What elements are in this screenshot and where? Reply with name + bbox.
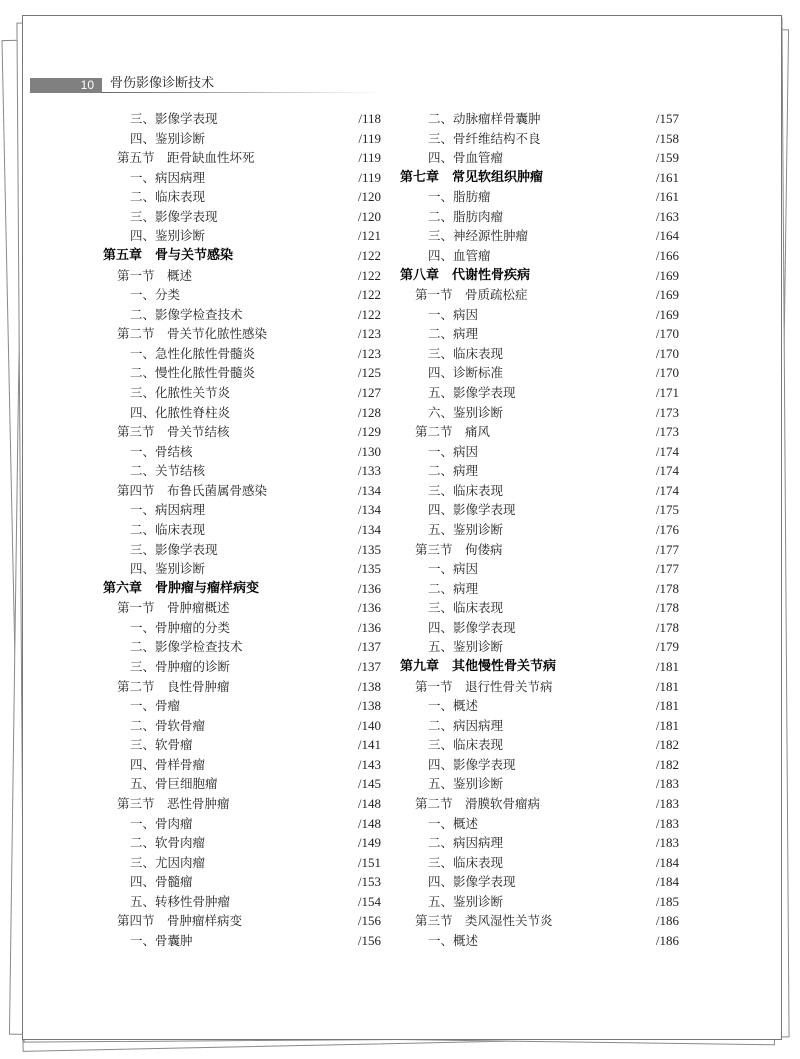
toc-item: 四、影像学表现 [428, 619, 516, 635]
toc-page-number: /135 [357, 541, 381, 557]
toc-page-number: /148 [357, 815, 381, 831]
header-book-title: 骨伤影像诊断技术 [110, 76, 215, 91]
toc-section: 第四节 布鲁氏菌属骨感染 [117, 482, 268, 498]
toc-item: 三、尤因肉瘤 [130, 854, 206, 870]
toc-item: 三、临床表现 [428, 854, 504, 870]
toc-page-number: /136 [357, 580, 381, 596]
toc-page-number: /122 [357, 267, 381, 283]
toc-item: 一、骨肉瘤 [130, 815, 193, 831]
toc-chapter: 第八章 代谢性骨疾病 [400, 267, 531, 283]
toc-page-number: /122 [357, 287, 381, 303]
toc-page-number: /140 [357, 717, 381, 733]
toc-section: 第一节 骨肿瘤概述 [117, 600, 230, 616]
toc-section: 第二节 痛风 [415, 424, 491, 440]
toc-item: 四、鉴别诊断 [130, 561, 206, 577]
toc-chapter: 第九章 其他慢性骨关节病 [400, 658, 557, 674]
toc-item: 一、骨肿瘤的分类 [130, 619, 231, 635]
toc-page-number: /137 [357, 639, 381, 655]
toc-item: 二、临床表现 [130, 521, 206, 537]
toc-item: 一、骨结核 [130, 443, 193, 459]
toc-item: 二、病理 [428, 463, 479, 479]
toc-item: 三、影像学表现 [130, 111, 218, 126]
toc-item: 三、神经源性肿瘤 [428, 228, 529, 244]
toc-section: 第一节 骨质疏松症 [415, 287, 528, 303]
toc-page-number: /154 [357, 893, 381, 909]
toc-page-number: /177 [655, 561, 679, 577]
toc-item: 一、概述 [428, 932, 479, 948]
toc-page-number: /129 [357, 424, 381, 440]
toc-item: 一、骨囊肿 [130, 932, 193, 948]
toc-item: 五、鉴别诊断 [428, 893, 504, 909]
toc-page-number: /174 [655, 463, 679, 479]
toc-page-number: /177 [655, 541, 679, 557]
toc-page-number: /153 [357, 874, 381, 890]
toc-item: 二、影像学检查技术 [130, 306, 243, 322]
toc-item: 三、骨肿瘤的诊断 [130, 658, 231, 674]
toc-page-number: /185 [655, 893, 679, 909]
toc-page-number: /171 [655, 384, 679, 400]
toc-section: 第二节 骨关节化脓性感染 [117, 326, 268, 342]
toc-page-number: /178 [655, 600, 679, 616]
toc-page-number: /120 [357, 208, 381, 224]
toc-page-number: /148 [357, 795, 381, 811]
toc-page-number: /169 [655, 267, 679, 283]
toc-page-number: /119 [358, 150, 381, 166]
toc-page-number: /175 [655, 502, 679, 518]
toc-page-number: /164 [655, 228, 679, 244]
toc-page-number: /118 [358, 111, 381, 126]
toc-page-number: /161 [655, 189, 679, 205]
toc-page-number: /138 [357, 678, 381, 694]
toc-item: 四、血管瘤 [428, 247, 491, 263]
toc-page-number: /173 [655, 404, 679, 420]
toc-page-number: /183 [655, 776, 679, 792]
toc-item: 四、影像学表现 [428, 756, 516, 772]
toc-page-number: /143 [357, 756, 381, 772]
toc-page-number: /123 [357, 326, 381, 342]
toc-page-number: /134 [357, 521, 381, 537]
toc-page-number: /169 [655, 287, 679, 303]
toc-page-number: /138 [357, 698, 381, 714]
toc-page-number: /183 [655, 835, 679, 851]
toc-page-number: /128 [357, 404, 381, 420]
toc-item: 四、鉴别诊断 [130, 228, 206, 244]
toc-item: 二、软骨肉瘤 [130, 835, 206, 851]
toc-page-number: /125 [357, 365, 381, 381]
toc-page-number: /135 [357, 561, 381, 577]
toc-item: 一、病因病理 [130, 169, 206, 185]
toc-page-number: /174 [655, 482, 679, 498]
toc-item: 三、临床表现 [428, 482, 504, 498]
toc-item: 一、病因 [428, 306, 479, 322]
toc-item: 三、临床表现 [428, 737, 504, 753]
toc-page-number: /145 [357, 776, 381, 792]
toc-item: 四、诊断标准 [428, 365, 504, 381]
toc-item: 一、病因病理 [130, 502, 206, 518]
toc-item: 四、鉴别诊断 [130, 130, 206, 146]
toc-page-number: /133 [357, 463, 381, 479]
toc-page-number: /134 [357, 502, 381, 518]
toc-item: 二、病理 [428, 580, 479, 596]
toc-section: 第三节 类风湿性关节炎 [415, 913, 553, 929]
toc-item: 一、骨瘤 [130, 698, 181, 714]
toc-section: 第二节 良性骨肿瘤 [117, 678, 230, 694]
toc-item: 三、临床表现 [428, 345, 504, 361]
toc-page-number: /158 [655, 130, 679, 146]
toc-page-number: /151 [357, 854, 381, 870]
toc-page-number: /122 [357, 247, 381, 263]
toc-page-number: /127 [357, 384, 381, 400]
toc-page-number: /149 [357, 835, 381, 851]
toc-page-number: /183 [655, 815, 679, 831]
toc-chapter: 第五章 骨与关节感染 [103, 247, 234, 263]
toc-page-number: /182 [655, 737, 679, 753]
toc-item: 二、病因病理 [428, 835, 504, 851]
toc-item: 四、骨样骨瘤 [130, 756, 206, 772]
toc-item: 一、脂肪瘤 [428, 189, 491, 205]
toc-item: 二、动脉瘤样骨囊肿 [428, 111, 541, 126]
toc-section: 第四节 骨肿瘤样病变 [117, 913, 243, 929]
toc-page-number: /161 [655, 169, 679, 185]
toc-item: 四、骨髓瘤 [130, 874, 193, 890]
toc-item: 五、骨巨细胞瘤 [130, 776, 218, 792]
toc-page-number: /170 [655, 326, 679, 342]
toc-page-number: /166 [655, 247, 679, 263]
toc-page-number: /134 [357, 482, 381, 498]
toc-item: 四、影像学表现 [428, 874, 516, 890]
toc-page-number: /184 [655, 854, 679, 870]
toc-item: 三、骨纤维结构不良 [428, 130, 541, 146]
toc-chapter: 第七章 常见软组织肿瘤 [400, 169, 544, 185]
toc-item: 一、概述 [428, 815, 479, 831]
toc-item: 三、化脓性关节炎 [130, 384, 231, 400]
toc-item: 二、慢性化脓性骨髓炎 [130, 365, 256, 381]
toc-item: 二、病理 [428, 326, 479, 342]
toc-page-number: /181 [655, 678, 679, 694]
toc-item: 二、病因病理 [428, 717, 504, 733]
toc-section: 第五节 距骨缺血性坏死 [117, 150, 255, 166]
toc-page-number: /170 [655, 345, 679, 361]
toc-section: 第二节 滑膜软骨瘤病 [415, 795, 541, 811]
toc-page-number: /119 [358, 169, 381, 185]
toc-item: 四、化脓性脊柱炎 [130, 404, 231, 420]
toc-page-number: /179 [655, 639, 679, 655]
toc-item: 五、转移性骨肿瘤 [130, 893, 231, 909]
toc-item: 五、鉴别诊断 [428, 776, 504, 792]
toc-page-number: /120 [357, 189, 381, 205]
toc-item: 二、临床表现 [130, 189, 206, 205]
toc-section: 第三节 骨关节结核 [117, 424, 230, 440]
toc-section: 第三节 佝偻病 [415, 541, 503, 557]
header-rule [102, 92, 382, 93]
toc-item: 一、病因 [428, 443, 479, 459]
toc-page-number: /184 [655, 874, 679, 890]
toc-item: 一、分类 [130, 287, 181, 303]
toc-item: 一、急性化脓性骨髓炎 [130, 345, 256, 361]
toc-item: 五、影像学表现 [428, 384, 516, 400]
toc-page-number: /170 [655, 365, 679, 381]
toc-item: 四、影像学表现 [428, 502, 516, 518]
toc-page-number: /137 [357, 658, 381, 674]
toc-item: 一、概述 [428, 698, 479, 714]
toc-item: 五、鉴别诊断 [428, 639, 504, 655]
toc-item: 三、临床表现 [428, 600, 504, 616]
toc-page-number: /178 [655, 619, 679, 635]
toc-page-number: /123 [357, 345, 381, 361]
toc-item: 二、脂肪肉瘤 [428, 208, 504, 224]
toc-section: 第三节 恶性骨肿瘤 [117, 795, 230, 811]
toc-page-number: /119 [358, 130, 381, 146]
toc-page-number: /183 [655, 795, 679, 811]
toc-page-number: /181 [655, 717, 679, 733]
toc-page-number: /159 [655, 150, 679, 166]
toc-page-number: /176 [655, 521, 679, 537]
toc-page-number: /136 [357, 619, 381, 635]
toc-item: 六、鉴别诊断 [428, 404, 504, 420]
toc-item: 二、骨软骨瘤 [130, 717, 206, 733]
toc-page-number: /157 [655, 111, 679, 126]
toc-page-number: /186 [655, 932, 679, 948]
toc-item: 二、关节结核 [130, 463, 206, 479]
toc-page-number: /186 [655, 913, 679, 929]
toc-item: 三、影像学表现 [130, 541, 218, 557]
toc-page-number: /178 [655, 580, 679, 596]
toc-page-number: /121 [357, 228, 381, 244]
toc-item: 三、影像学表现 [130, 208, 218, 224]
toc-page-number: /181 [655, 658, 679, 674]
toc-page-number: /169 [655, 306, 679, 322]
toc-page-number: /156 [357, 913, 381, 929]
toc-section: 第一节 概述 [117, 267, 193, 283]
toc-chapter: 第六章 骨肿瘤与瘤样病变 [103, 580, 260, 596]
toc-page-number: /136 [357, 600, 381, 616]
toc-page-number: /141 [357, 737, 381, 753]
toc-item: 二、影像学检查技术 [130, 639, 243, 655]
toc-page-number: /122 [357, 306, 381, 322]
toc-item: 四、骨血管瘤 [428, 150, 504, 166]
toc-page-number: /130 [357, 443, 381, 459]
toc-item: 一、病因 [428, 561, 479, 577]
toc-page-number: /182 [655, 756, 679, 772]
toc-section: 第一节 退行性骨关节病 [415, 678, 553, 694]
toc-item: 五、鉴别诊断 [428, 521, 504, 537]
toc-page-number: /181 [655, 698, 679, 714]
header-page-number: 10 [80, 78, 94, 92]
toc-page-number: /174 [655, 443, 679, 459]
toc-page-number: /156 [357, 932, 381, 948]
toc-page-number: /163 [655, 208, 679, 224]
toc-item: 三、软骨瘤 [130, 737, 193, 753]
toc-page-number: /173 [655, 424, 679, 440]
